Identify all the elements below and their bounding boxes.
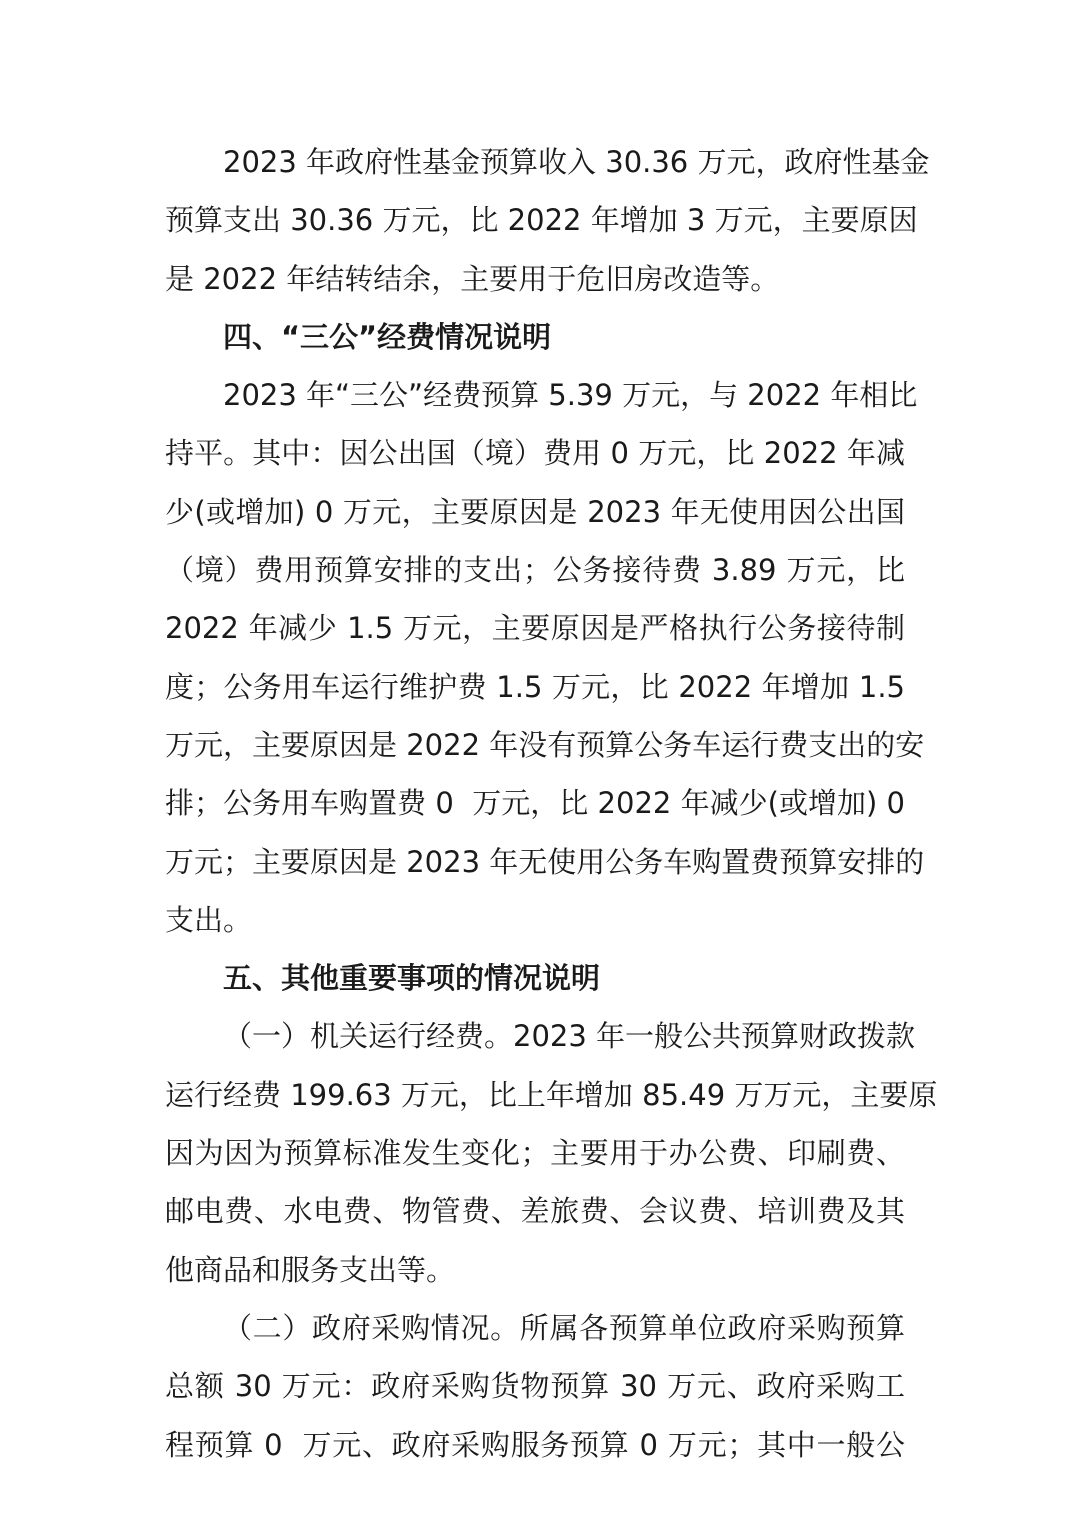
paragraph-line: 预算支出 30.36 万元，比 2022 年增加 3 万元，主要原因: [165, 203, 918, 238]
paragraph-line: 总额 30 万元：政府采购货物预算 30 万元、政府采购工: [165, 1369, 905, 1404]
paragraph-line: 万元，主要原因是 2022 年没有预算公务车运行费支出的安: [165, 727, 925, 762]
paragraph-line: 运行经费 199.63 万元，比上年增加 85.49 万万元，主要原: [165, 1077, 938, 1112]
paragraph-line: 排；公务用车购置费 0 万元，比 2022 年减少(或增加) 0: [165, 786, 905, 821]
paragraph-line: （境）费用预算安排的支出；公务接待费 3.89 万元，比: [165, 553, 905, 588]
paragraph-line: 2022 年减少 1.5 万元，主要原因是严格执行公务接待制: [165, 611, 905, 646]
paragraph-line: 是 2022 年结转结余，主要用于危旧房改造等。: [165, 261, 780, 296]
paragraph-line: 支出。: [165, 902, 253, 937]
paragraph-line: 度；公务用车运行维护费 1.5 万元，比 2022 年增加 1.5: [165, 669, 905, 704]
document-body: [165, 133, 938, 1474]
paragraph-line: 少(或增加) 0 万元，主要原因是 2023 年无使用因公出国: [165, 494, 905, 529]
paragraph-line: 程预算 0 万元、政府采购服务预算 0 万元；其中一般公: [165, 1427, 905, 1462]
paragraph-line: 2023 年政府性基金预算收入 30.36 万元，政府性基金: [223, 145, 930, 179]
paragraph-line: 2023 年“三公”经费预算 5.39 万元，与 2022 年相比: [223, 378, 918, 413]
paragraph-line: 万元；主要原因是 2023 年无使用公务车购置费预算安排的: [165, 844, 925, 879]
paragraph-line: 他商品和服务支出等。: [165, 1252, 456, 1287]
paragraph-line: 因为因为预算标准发生变化；主要用于办公费、印刷费、: [165, 1136, 905, 1171]
paragraph-line: （二）政府采购情况。所属各预算单位政府采购预算: [223, 1310, 905, 1345]
paragraph-line: 邮电费、水电费、物管费、差旅费、会议费、培训费及其: [165, 1194, 905, 1229]
section-heading: 四、“三公”经费情况说明: [223, 319, 552, 354]
paragraph-line: （一）机关运行经费。2023 年一般公共预算财政拨款: [223, 1019, 916, 1054]
section-heading: 五、其他重要事项的情况说明: [223, 961, 601, 996]
paragraph-line: 持平。其中：因公出国（境）费用 0 万元，比 2022 年减: [165, 436, 905, 471]
